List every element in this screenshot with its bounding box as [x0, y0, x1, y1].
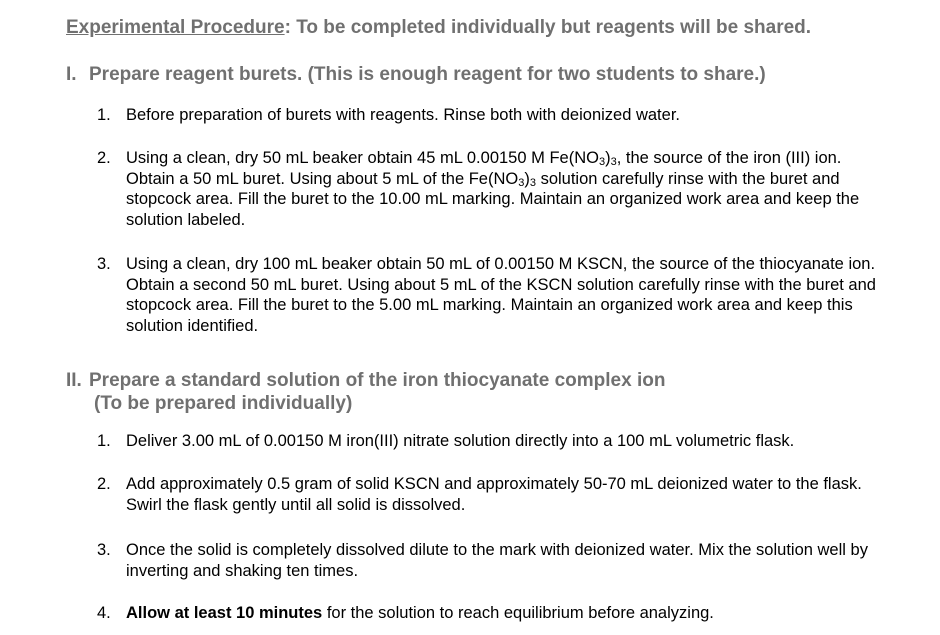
section-1-numeral: I.: [66, 64, 77, 85]
section-2-subtitle: (To be prepared individually): [94, 393, 353, 414]
step-number: 2.: [97, 149, 111, 167]
procedure-header: [66, 17, 811, 39]
step-text: Before preparation of burets with reagents. Rinse both with deionized water.: [126, 106, 680, 124]
section-2-heading: [66, 369, 665, 415]
step-text: Using a clean, dry 100 mL beaker obtain 50 mL of 0.00150 M KSCN, the source of the thiocyanate ion. Obtain a second 50 mL buret. Using about 5 mL of the KSCN solution carefully rinse with the buret and stopcock area. Fill the buret to the 5.00 mL marking. Maintain an organized work area and keep this solution identified.: [126, 255, 876, 336]
step-number: 1.: [97, 106, 111, 124]
step-text: Allow at least 10 minutes for the solution to reach equilibrium before analyzing.: [126, 604, 714, 622]
step-text: Once the solid is completely dissolved dilute to the mark with deionized water. Mix the solution well by inverting and shaking ten times.: [126, 541, 868, 580]
step-number: 4.: [97, 604, 111, 622]
section-2-step-1: [97, 431, 887, 452]
step-emphasis: Allow at least 10 minutes: [126, 604, 323, 622]
step-number: 3.: [97, 541, 111, 559]
section-1-heading: [66, 63, 766, 86]
step-text: Deliver 3.00 mL of 0.00150 M iron(III) nitrate solution directly into a 100 mL volumetric flask.: [126, 432, 795, 450]
section-2-numeral: II.: [66, 370, 82, 391]
procedure-header-note: : To be completed individually but reagents will be shared.: [284, 17, 812, 38]
step-number: 1.: [97, 432, 111, 450]
step-number: 2.: [97, 475, 111, 493]
section-2-step-2: [97, 474, 887, 515]
step-text: Add approximately 0.5 gram of solid KSCN and approximately 50-70 mL deionized water to the flask. Swirl the flask gently until all solid is dissolved.: [126, 475, 862, 514]
section-2-step-3: [97, 540, 887, 581]
step-number: 3.: [97, 255, 111, 273]
procedure-header-title: Experimental Procedure: [66, 17, 285, 38]
section-2-step-4: [97, 603, 887, 624]
step-text: Using a clean, dry 50 mL beaker obtain 45 mL 0.00150 M $Fe(NO_3)_3$, the source of the iron (III) ion. Obtain a 50 mL buret. Using about 5 mL of the $Fe(NO_3)_3$ solution carefully rinse with the buret and stopcock area. Fill the buret to the 10.00 mL marking. Maintain an organized work area and keep the solution labeled.: [126, 149, 860, 230]
section-1-step-1: [97, 105, 887, 126]
section-1-step-3: [97, 254, 887, 337]
section-2-title: Prepare a standard solution of the iron thiocyanate complex ion: [89, 370, 666, 391]
section-1-step-2: [97, 148, 887, 231]
section-1-title: Prepare reagent burets. (This is enough reagent for two students to share.): [89, 64, 766, 85]
